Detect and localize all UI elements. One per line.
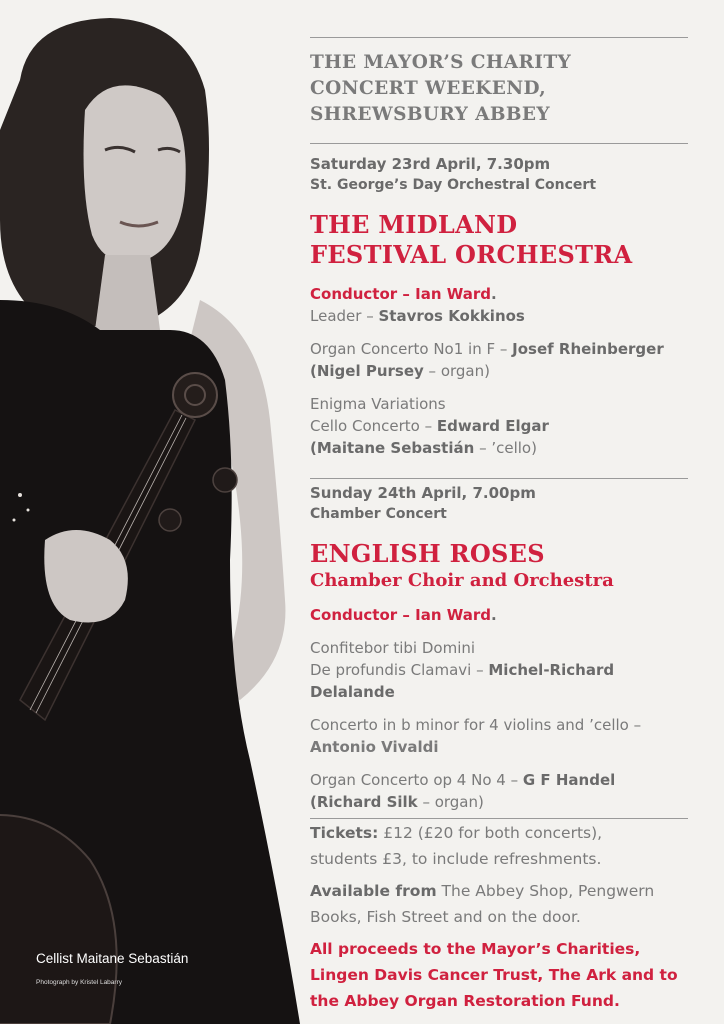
availability-line-2: Books, Fish Street and on the door. bbox=[310, 908, 581, 926]
concert2-work-1: Confitebor tibi Domini bbox=[310, 639, 476, 657]
concert2-work2-composer: Michel-Richard Delalande bbox=[310, 661, 615, 701]
concert1-title-2: FESTIVAL ORCHESTRA bbox=[310, 240, 633, 269]
concert2-work4-title: Organ Concerto op 4 No 4 – bbox=[310, 771, 523, 789]
concert2-work-3: Concerto in b minor for 4 violins and ’cello – bbox=[310, 716, 642, 734]
divider-1 bbox=[310, 143, 688, 144]
divider-top bbox=[310, 37, 688, 38]
tickets-line-2: students £3, to include refreshments. bbox=[310, 850, 602, 868]
concert2-conductor: Conductor – Ian Ward. bbox=[310, 606, 497, 624]
proceeds-line-2: Lingen Davis Cancer Trust, The Ark and to bbox=[310, 966, 678, 984]
proceeds-line-3: the Abbey Organ Restoration Fund. bbox=[310, 992, 620, 1010]
concert1-leader-label: Leader – bbox=[310, 307, 379, 325]
concert1-leader bbox=[310, 305, 688, 327]
concert1-work3-soloist-line bbox=[310, 437, 688, 459]
concert2-work4-soloist-line bbox=[310, 791, 688, 813]
concert1-work3-composer: Edward Elgar bbox=[436, 417, 549, 435]
concert2-work4-soloist: (Richard Silk bbox=[310, 793, 418, 811]
concert2-title-2: Chamber Choir and Orchestra bbox=[310, 570, 614, 591]
concert2-conductor-name: Conductor – Ian Ward bbox=[310, 606, 491, 624]
concert2-work3-composer: Antonio Vivaldi bbox=[310, 738, 439, 756]
availability-line-1 bbox=[310, 878, 688, 904]
concert1-work-2: Enigma Variations bbox=[310, 395, 446, 413]
cellist-photo bbox=[0, 0, 300, 1024]
concert1-title-1: THE MIDLAND bbox=[310, 210, 518, 239]
divider-2 bbox=[310, 478, 688, 479]
heading-line-1: THE MAYOR’S CHARITY bbox=[310, 52, 572, 73]
concert1-work3-title: Cello Concerto – bbox=[310, 417, 437, 435]
availability-text: The Abbey Shop, Pengwern bbox=[436, 882, 655, 900]
concert2-section bbox=[310, 483, 688, 813]
concert2-work-4 bbox=[310, 769, 688, 791]
concert2-work-2 bbox=[310, 659, 688, 703]
concert1-work3-soloist-role: – ’cello) bbox=[474, 439, 537, 457]
concert1-work1-title: Organ Concerto No1 in F – bbox=[310, 340, 513, 358]
poster-heading bbox=[310, 50, 688, 128]
divider-3 bbox=[310, 818, 688, 819]
concert1-conductor: Conductor – Ian Ward. bbox=[310, 285, 497, 303]
concert1-work1-soloist-role: – organ) bbox=[423, 362, 490, 380]
concert2-date: Sunday 24th April, 7.00pm bbox=[310, 484, 536, 502]
concert1-work3-soloist: (Maitane Sebastián bbox=[310, 439, 475, 457]
concert2-work2-title: De profundis Clamavi – bbox=[310, 661, 489, 679]
concert2-work4-soloist-role: – organ) bbox=[417, 793, 484, 811]
concert1-work-3 bbox=[310, 415, 688, 437]
concert2-type: Chamber Concert bbox=[310, 506, 447, 522]
proceeds-line-1: All proceeds to the Mayor’s Charities, bbox=[310, 940, 641, 958]
concert1-section bbox=[310, 154, 688, 459]
face-shape bbox=[84, 85, 186, 263]
tickets-line-1 bbox=[310, 820, 688, 846]
photo-caption: Cellist Maitane Sebastián bbox=[36, 951, 189, 966]
concert1-type: St. George’s Day Orchestral Concert bbox=[310, 177, 597, 193]
concert1-work1-composer: Josef Rheinberger bbox=[512, 340, 664, 358]
concert1-date: Saturday 23rd April, 7.30pm bbox=[310, 155, 551, 173]
concert1-work1-soloist-line bbox=[310, 360, 688, 382]
concert1-conductor-name: Conductor – Ian Ward bbox=[310, 285, 491, 303]
photo-credit: Photograph by Kristel Labarry bbox=[36, 979, 122, 986]
concert2-work4-composer: G F Handel bbox=[522, 771, 616, 789]
concert2-title-1: ENGLISH ROSES bbox=[310, 539, 545, 568]
availability-label: Available from bbox=[310, 882, 437, 900]
tickets-section bbox=[310, 820, 688, 1014]
heading-line-3: SHREWSBURY ABBEY bbox=[310, 104, 551, 125]
concert1-work-1 bbox=[310, 338, 688, 360]
cello-scroll bbox=[173, 373, 217, 417]
concert1-leader-name: Stavros Kokkinos bbox=[378, 307, 525, 325]
tickets-label: Tickets: bbox=[310, 824, 379, 842]
heading-line-2: CONCERT WEEKEND, bbox=[310, 78, 547, 99]
tickets-price: £12 (£20 for both concerts), bbox=[378, 824, 603, 842]
cellist-illustration bbox=[0, 0, 300, 1024]
concert1-work1-soloist: (Nigel Pursey bbox=[310, 362, 424, 380]
